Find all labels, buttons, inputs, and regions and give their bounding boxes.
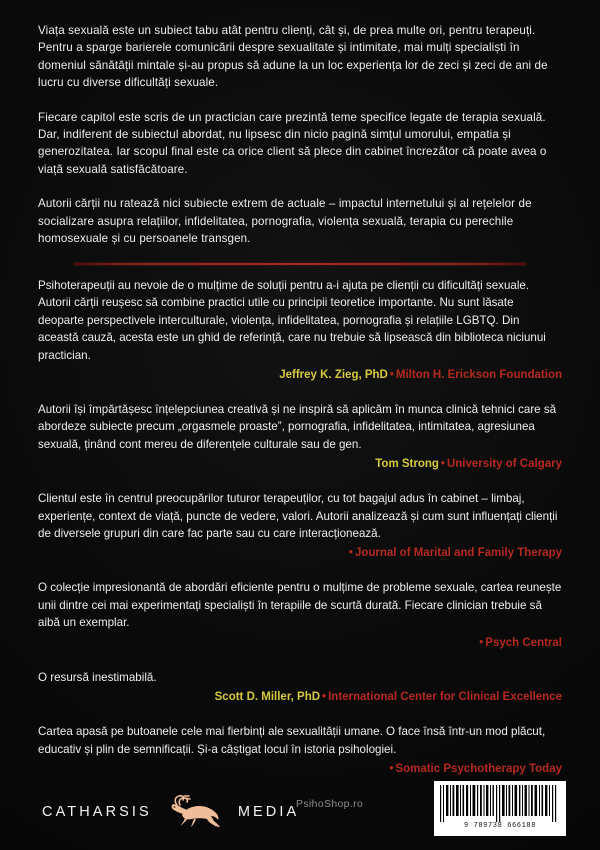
shop-watermark: PsihoShop.ro (296, 799, 364, 810)
endorsement-item (38, 277, 562, 383)
isbn-barcode (434, 781, 566, 836)
section-divider (74, 263, 526, 265)
publisher-logo (42, 793, 299, 831)
blurb-paragraph-2: Fiecare capitol este scris de un practician care prezintă teme specifice legate de terapia sexuală. Dar, indiferent de subiectul abordat, nu lipsesc din nicio pagină simțul umorului, empatia și generozitatea. Iar scopul final este ca orice client să plece din cabinet încrezător că poate avea o viață sexuală satisfăcătoare. (38, 110, 547, 176)
separator-bullet-icon: • (440, 458, 445, 471)
blurb-paragraph-1: Viața sexuală este un subiect tabu atât pentru clienți, cât și, de prea multe ori, pentru terapeuți. Pentru a sparge barierele comunicării despre sexualitate și intimitate, mai mulți specialiști în domeniul sănătății mintale și-au propus să adune la un loc experiența lor de zeci și zeci de ani de lucru cu diverse dificultăți sexuale. (38, 24, 548, 90)
reviewer-organization: Somatic Psychotherapy Today (395, 762, 562, 775)
ean13-barcode-icon (438, 785, 562, 822)
separator-bullet-icon: • (479, 636, 484, 649)
cover-footer (0, 775, 600, 850)
endorsement-item (38, 579, 562, 650)
separator-bullet-icon: • (389, 762, 394, 775)
endorsement-text: O resursă inestimabilă. (38, 670, 157, 684)
reviewer-name: Jeffrey K. Zieg, PhD (279, 369, 388, 382)
leaping-gazelle-icon (166, 793, 224, 831)
separator-bullet-icon: • (348, 547, 353, 560)
section-divider-wrap (0, 252, 600, 270)
reviewer-organization: University of Calgary (446, 458, 562, 471)
endorsement-item (38, 401, 562, 472)
separator-bullet-icon: • (322, 691, 327, 704)
reviewer-organization: International Center for Clinical Excellence (328, 691, 562, 704)
publisher-name-first: CATHARSIS (42, 804, 152, 820)
endorsement-attribution (38, 367, 562, 383)
endorsement-item (38, 490, 562, 561)
endorsement-text: O colecție impresionantă de abordări eficiente pentru o mulțime de probleme sexuale, cartea reunește unii dintre cei mai experimentați specialiști în terapiile de scurtă durată. Fiecare clinician trebuie să aibă un exemplar. (38, 581, 562, 630)
endorsement-attribution (38, 545, 562, 561)
reviewer-name: Tom Strong (375, 458, 439, 471)
publisher-name-second: MEDIA (237, 804, 300, 820)
reviewer-organization: Psych Central (485, 636, 562, 649)
endorsement-attribution (38, 689, 562, 705)
endorsements-block (38, 277, 562, 777)
endorsement-attribution (38, 456, 562, 472)
endorsement-item (38, 723, 562, 777)
blurb-paragraph-3: Autorii cărții nu ratează nici subiecte extrem de actuale – impactul internetului și al rețelelor de socializare asupra relațiilor, infidelitatea, pornografia, violența sexuală, terapia cu perechile homosexuale și cu persoanele transgen. (38, 197, 532, 246)
description-block (38, 22, 562, 247)
endorsement-text: Clientul este în centrul preocupărilor tuturor terapeuților, cu tot bagajul adus în cabinet – limbaj, experiențe, context de viață, puncte de vedere, valori. Autorii analizează și cum sunt influențați clienții de diversele grupuri din care fac parte sau cu care interacționează. (38, 492, 558, 541)
endorsement-text: Autorii își împărtășesc înțelepciunea creativă și ne inspiră să aplicăm în munca clinică tehnici care să abordeze subiecte precum „orgasmele proaste”, pornografia, infidelitatea, intimitatea, agresiunea sexuală, ținând cont mereu de diferențele culturale sau de gen. (38, 403, 557, 451)
endorsement-text: Psihoterapeuții au nevoie de o mulțime de soluții pentru a-i ajuta pe clienții cu dificultăți sexuale. Autorii cărții reușesc să combine practici utile cu principii teoretice importante. Nu sunt lăsate deoparte perspectivele interculturale, violența, infidelitatea, pornografia și relațiile LGBTQ. Din această cauză, acesta este un ghid de referință, care nu trebuie să lipsească din biblioteca niciunui practician. (38, 279, 546, 362)
reviewer-organization: Milton H. Erickson Foundation (395, 369, 562, 382)
endorsement-attribution (38, 635, 562, 651)
separator-bullet-icon: • (389, 369, 394, 382)
reviewer-name: Scott D. Miller, PhD (214, 691, 321, 704)
endorsement-text: Cartea apasă pe butoanele cele mai fierbinți ale sexualității umane. O face însă într-un mod plăcut, educativ și plin de semnificații. Și-a câștigat locul în istoria psihologiei. (38, 725, 546, 756)
reviewer-organization: Journal of Marital and Family Therapy (354, 547, 562, 560)
endorsement-item (38, 669, 562, 705)
isbn-digits: 9 789738 666188 (463, 822, 536, 830)
